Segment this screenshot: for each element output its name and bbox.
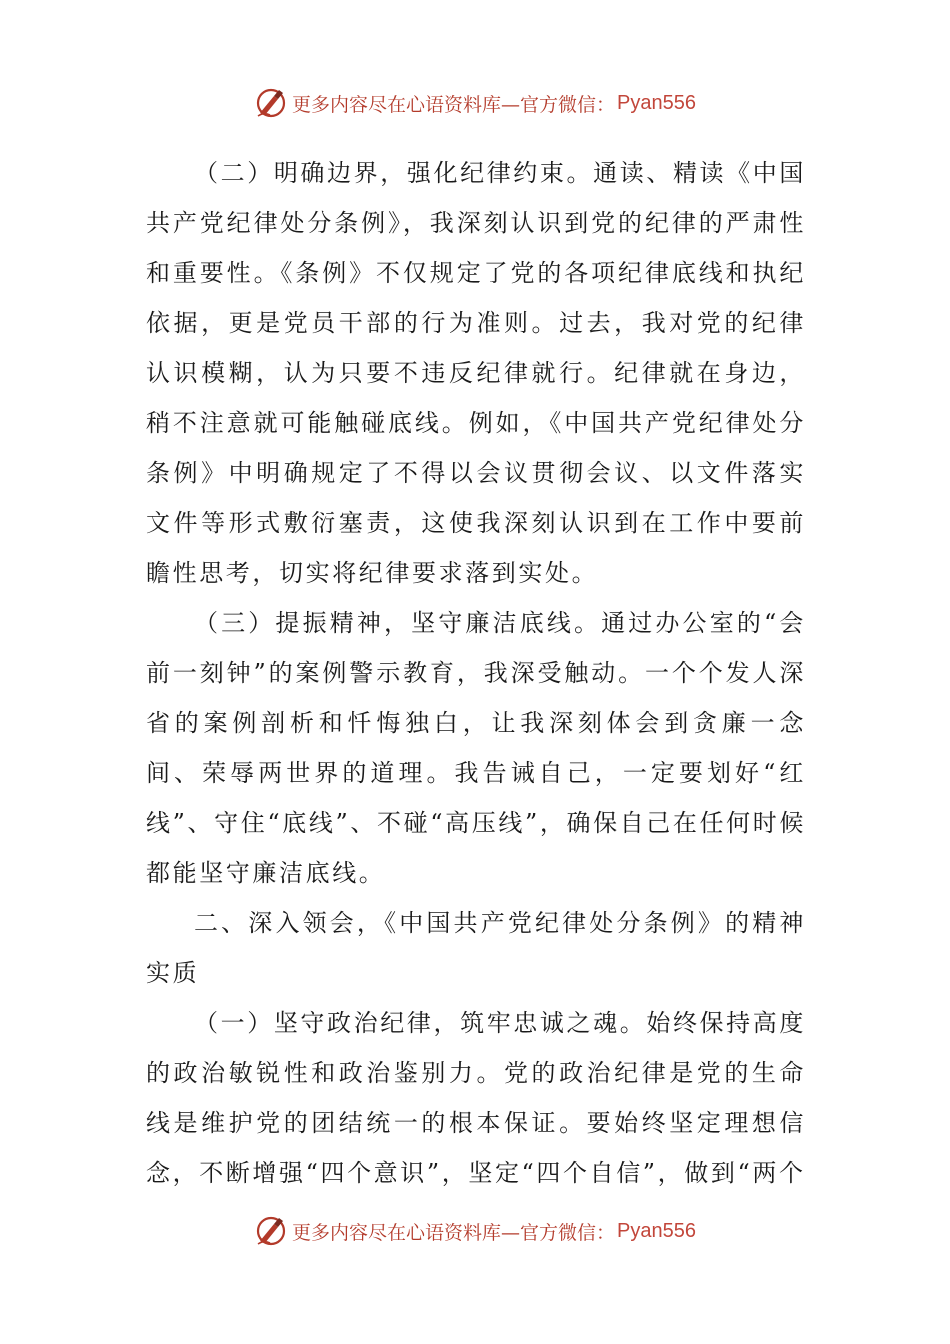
paragraph-section-2: （二）明确边界，强化纪律约束。通读、精读《中国共产党纪律处分条例》，我深刻认识到党的纪律的严肃性和重要性。《条例》不仅规定了党的各项纪律底线和执纪依据，更是党员干部的行为准则。过去，我对党的纪律认识模糊，认为只要不违反纪律就行。纪律就在身边，稍不注意就可能触碰底线。例如，《中国共产党纪律处分条例》中明确规定了不得以会议贯彻会议、以文件落实文件等形式敷衍塞责，这使我深刻认识到在工作中要前瞻性思考，切实将纪律要求落到实处。 — [146, 159, 806, 587]
watermark-text: 更多内容尽在心语资料库—官方微信： — [292, 1221, 616, 1244]
document-body — [146, 148, 806, 1198]
header-watermark — [0, 83, 950, 123]
watermark-wechat-id: Pyan556 — [617, 1219, 696, 1242]
paragraph-part-two-section-1: （一）坚守政治纪律，筑牢忠诚之魂。始终保持高度的政治敏锐性和政治鉴别力。党的政治纪律是党的生命线是维护党的团结统一的根本保证。要始终坚定理想信念，不断增强“四个意识”，坚定“四个自信”，做到“两个 — [146, 1009, 806, 1187]
footer-watermark — [0, 1211, 950, 1251]
pen-circle-icon — [254, 1214, 288, 1248]
watermark-wechat-id: Pyan556 — [617, 91, 696, 114]
watermark-text: 更多内容尽在心语资料库—官方微信： — [292, 93, 616, 116]
pen-circle-icon — [254, 86, 288, 120]
heading-part-two: 二、深入领会，《中国共产党纪律处分条例》的精神实质 — [146, 909, 806, 987]
paragraph-section-3: （三）提振精神，坚守廉洁底线。通过办公室的“会前一刻钟”的案例警示教育，我深受触动。一个个发人深省的案例剖析和忏悔独白，让我深刻体会到贪廉一念间、荣辱两世界的道理。我告诫自己，一定要划好“红线”、守住“底线”、不碰“高压线”，确保自己在任何时候都能坚守廉洁底线。 — [146, 609, 806, 887]
